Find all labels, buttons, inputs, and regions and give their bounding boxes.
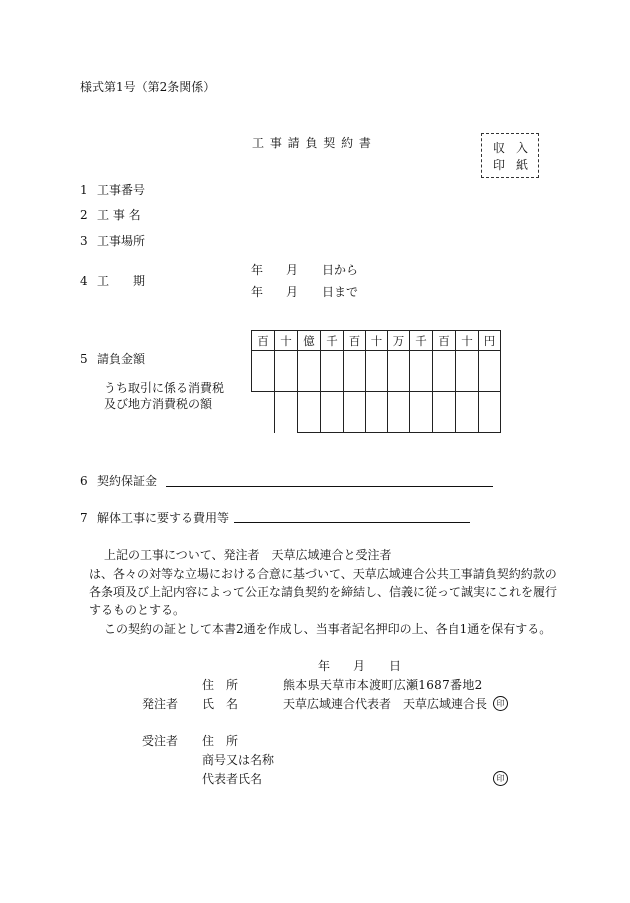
item-label-period: 工 期 xyxy=(97,274,146,288)
body-line: は、各々の対等な立場における合意に基づいて、天草広域連合公共工事請負契約約款の xyxy=(89,567,557,581)
body-line: 各条項及び上記内容によって公正な請負契約を締結し、信義に従って誠実にこれを履行 xyxy=(89,585,558,599)
body-line: 上記の工事について、発注者 天草広域連合と受注者 xyxy=(104,548,392,562)
tax-amount-digit[interactable] xyxy=(344,392,366,433)
item-number: 4 xyxy=(80,274,88,288)
stamp-char: 入 xyxy=(516,141,529,155)
tax-amount-digit[interactable] xyxy=(321,392,344,433)
orderer-address-label: 住 所 xyxy=(202,678,239,692)
contract-amount-digit[interactable] xyxy=(410,351,433,392)
tax-amount-digit[interactable] xyxy=(298,392,321,433)
amount-unit-header: 千 xyxy=(410,331,433,351)
demolition-cost-blank-line[interactable] xyxy=(234,522,470,523)
contractor-address-label: 住 所 xyxy=(202,734,239,748)
orderer-address: 熊本県天草市本渡町広瀬1687番地2 xyxy=(283,678,483,692)
stamp-char: 印 xyxy=(493,158,506,172)
body-line: この契約の証として本書2通を作成し、当事者記名押印の上、各自1通を保有する。 xyxy=(104,622,552,636)
tax-amount-digit[interactable] xyxy=(366,392,388,433)
period-from-year: 年 xyxy=(251,263,264,277)
orderer-name-label: 氏 名 xyxy=(202,697,239,711)
tax-amount-digit[interactable] xyxy=(456,392,479,433)
guarantee-blank-line[interactable] xyxy=(166,486,493,487)
amount-grid xyxy=(251,330,501,433)
tax-label-line2: 及び地方消費税の額 xyxy=(104,397,213,411)
item-label-construction-number: 工事番号 xyxy=(97,183,146,197)
amount-unit-header: 円 xyxy=(479,331,501,351)
period-from-day: 日から xyxy=(322,263,359,277)
date-day: 日 xyxy=(389,659,402,673)
revenue-stamp-box xyxy=(481,133,539,178)
item-number: 1 xyxy=(80,183,88,197)
item-number: 6 xyxy=(80,474,88,488)
tax-amount-digit[interactable] xyxy=(433,392,456,433)
item-number: 2 xyxy=(80,208,88,222)
body-line: するものとする。 xyxy=(89,603,186,617)
item-label-construction-name: 工 事 名 xyxy=(97,208,141,222)
contract-amount-digit[interactable] xyxy=(344,351,366,392)
item-label-guarantee: 契約保証金 xyxy=(97,474,158,488)
item-number: 3 xyxy=(80,234,88,248)
amount-unit-header: 十 xyxy=(275,331,298,351)
tax-amount-digit[interactable] xyxy=(388,392,410,433)
tax-amount-digit[interactable] xyxy=(479,392,501,433)
period-from-month: 月 xyxy=(286,263,299,277)
amount-unit-header: 万 xyxy=(388,331,410,351)
amount-unit-header: 百 xyxy=(252,331,275,351)
contractor-role: 受注者 xyxy=(142,734,179,748)
contract-amount-digit[interactable] xyxy=(433,351,456,392)
tax-amount-digit[interactable] xyxy=(410,392,433,433)
amount-unit-header: 百 xyxy=(344,331,366,351)
date-month: 月 xyxy=(353,659,366,673)
amount-unit-header: 十 xyxy=(456,331,479,351)
item-label-construction-location: 工事場所 xyxy=(97,234,146,248)
contract-amount-digit[interactable] xyxy=(298,351,321,392)
contract-amount-digit[interactable] xyxy=(366,351,388,392)
item-label-contract-amount: 請負金額 xyxy=(97,352,146,366)
period-to-year: 年 xyxy=(251,285,264,299)
tax-label-line1: うち取引に係る消費税 xyxy=(104,381,225,395)
stamp-char: 紙 xyxy=(516,158,529,172)
document-title: 工 事 請 負 契 約 書 xyxy=(252,136,372,150)
contract-amount-digit[interactable] xyxy=(252,351,275,392)
contract-amount-digit[interactable] xyxy=(456,351,479,392)
contractor-representative-label: 代表者氏名 xyxy=(202,772,263,786)
item-number: 7 xyxy=(80,511,88,525)
contract-amount-digit[interactable] xyxy=(388,351,410,392)
orderer-role: 発注者 xyxy=(142,697,179,711)
item-number: 5 xyxy=(80,352,88,366)
orderer-name: 天草広域連合代表者 天草広域連合長 xyxy=(283,697,488,711)
contract-amount-digit[interactable] xyxy=(479,351,501,392)
amount-unit-header: 十 xyxy=(366,331,388,351)
form-label: 様式第1号（第2条関係） xyxy=(80,80,216,94)
contract-amount-digit[interactable] xyxy=(275,351,298,392)
amount-unit-header: 千 xyxy=(321,331,344,351)
date-year: 年 xyxy=(318,659,331,673)
amount-unit-header: 億 xyxy=(298,331,321,351)
contractor-company-label: 商号又は名称 xyxy=(202,753,275,767)
stamp-char: 収 xyxy=(493,141,506,155)
period-to-day: 日まで xyxy=(322,285,359,299)
contractor-seal-mark: 印 xyxy=(493,771,508,786)
amount-unit-header: 百 xyxy=(433,331,456,351)
item-label-demolition-cost: 解体工事に要する費用等 xyxy=(97,511,230,525)
contract-amount-digit[interactable] xyxy=(321,351,344,392)
orderer-seal-mark: 印 xyxy=(493,696,508,711)
period-to-month: 月 xyxy=(286,285,299,299)
